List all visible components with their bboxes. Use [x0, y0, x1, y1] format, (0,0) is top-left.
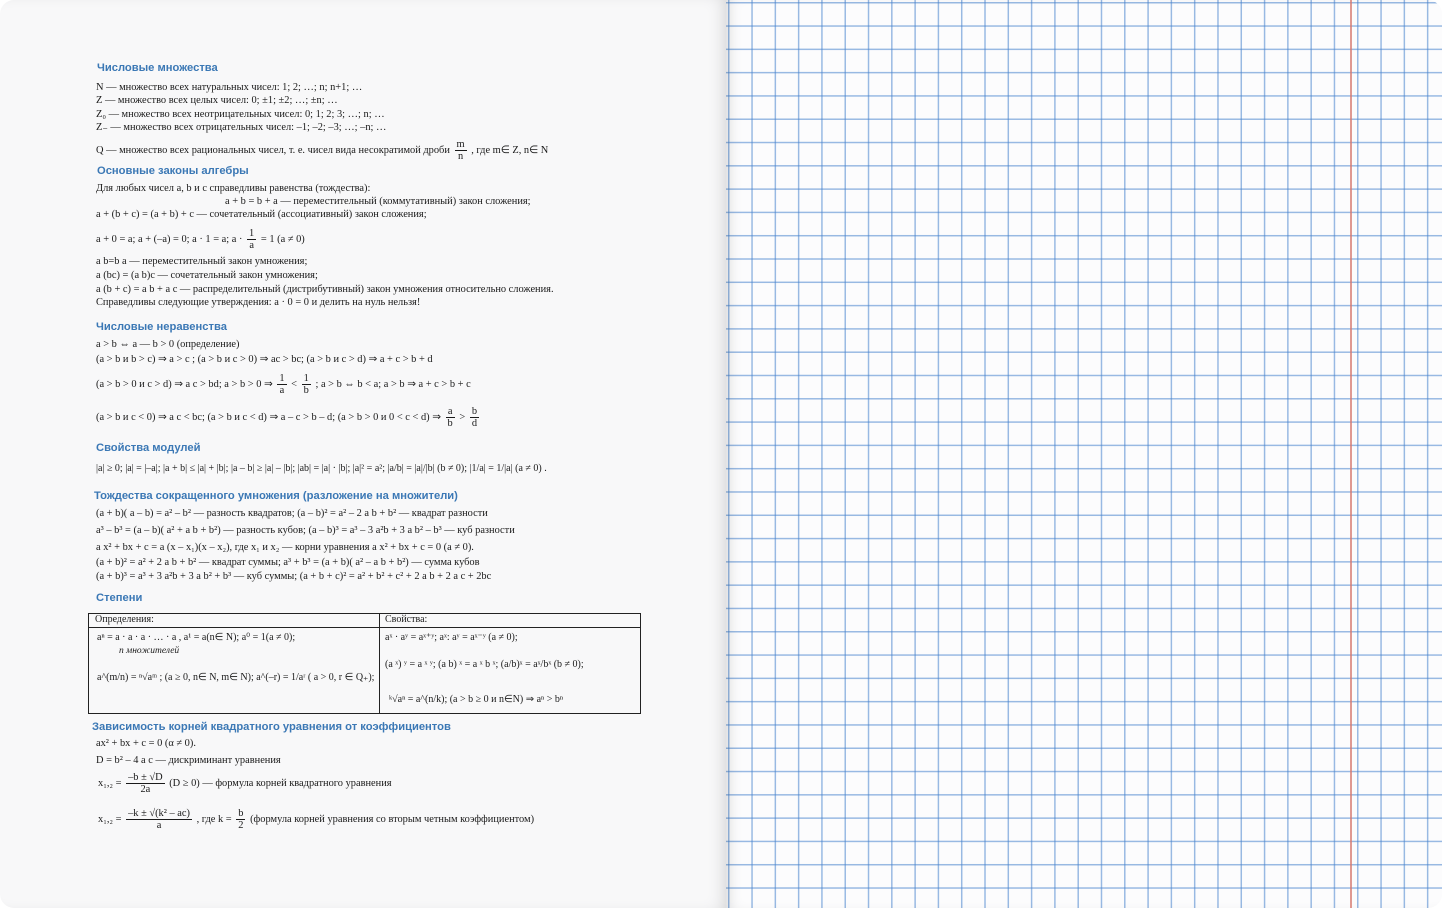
section-title-numeric-sets: Числовые множества [97, 62, 218, 74]
fraction [302, 373, 311, 396]
power-definition: aⁿ = a · a · a · … · a , a¹ = a(n∈ N); a⁰ = 1(a ≠ 0); [97, 632, 296, 643]
text-line: a b=b a — переместительный закон умножения; [96, 256, 308, 267]
fraction-numerator: 1 [249, 228, 255, 239]
table-divider [379, 614, 380, 713]
power-definition-note: n множителей [119, 646, 180, 656]
text-line: Справедливы следующие утверждения: a · 0 = 0 и делить на нуль нельзя! [96, 297, 421, 308]
fraction-numerator: –b ± √D [128, 772, 163, 783]
identity-line [96, 228, 305, 251]
section-title-modulus: Свойства модулей [96, 442, 201, 454]
inequality-line [96, 406, 481, 429]
section-title-quadratic: Зависимость корней квадратного уравнения от коэффициентов [92, 721, 451, 733]
text-line: N — множество всех натуральных чисел: 1; 2; …; n; n+1; … [96, 82, 363, 93]
text-line: (a + b)² = a² + 2 a b + b² — квадрат суммы; a³ + b³ = (a + b)( a² – a b + b²) — сумма кубов [96, 557, 480, 568]
text-line: (a > b и b > c) ⇒ a > c ; (a > b и c > 0) ⇒ ac > bc; (a > b и c > d) ⇒ a + c > b + d [96, 354, 433, 365]
text-line: Z₀ — множество всех неотрицательных чисел: 0; 1; 2; 3; …; n; … [96, 109, 385, 120]
fraction-numerator: b [238, 808, 244, 819]
text-line: (a + b)³ = a³ + 3 a²b + 3 a b² + b³ — куб суммы; (a + b + c)² = a² + b² + c² + 2 a b + 2 a c + 2bc [96, 571, 492, 582]
text-segment: , где m∈ Z, n∈ N [471, 144, 549, 156]
text-line: (a + b)( a – b) = a² – b² — разность квадратов; (a – b)² = a² – 2 a b + b² — квадрат разности [96, 508, 488, 519]
text-line: a³ – b³ = (a – b)( a² + a b + b²) — разность кубов; (a – b)³ = a³ – 3 a²b + 3 a b² – b³ — куб разности [96, 525, 515, 536]
fraction-denominator: a [249, 240, 254, 251]
section-title-powers: Степени [96, 592, 143, 604]
table-divider [89, 627, 640, 628]
fraction-denominator: 2 [238, 820, 244, 831]
fraction-denominator: d [471, 418, 478, 429]
text-segment: , где k = [196, 813, 232, 825]
text-line: Z — множество всех целых чисел: 0; ±1; ±2; …; ±n; … [96, 95, 338, 106]
formula-line [98, 772, 392, 795]
fraction-denominator: a [279, 385, 285, 396]
fraction-denominator: b [447, 418, 453, 429]
power-definition: a^(m/n) = ⁿ√aᵐ ; (a ≥ 0, n∈ N, m∈ N); a^(–r) = 1/aʳ ( a > 0, r ∈ Q₊); [97, 672, 375, 683]
text-line: ax² + bx + c = 0 (α ≠ 0). [96, 738, 196, 749]
fraction-numerator: b [471, 406, 478, 417]
text-segment: (a > b и c < 0) ⇒ a c < bc; (a > b и c < d) ⇒ a – c > b – d; (a > b > 0 и 0 < c < d) ⇒ [96, 411, 441, 423]
rational-line [96, 139, 548, 162]
fraction-numerator: 1 [303, 373, 309, 384]
formula-line [98, 808, 534, 831]
margin-line [1350, 0, 1352, 908]
text-line: a (bc) = (a b)c — сочетательный закон умножения; [96, 270, 318, 281]
text-line: a > b ⇔ a — b > 0 (определение) [96, 339, 240, 350]
reference-page [0, 0, 726, 908]
text-segment: (формула корней уравнения со вторым четным коэффициентом) [250, 813, 535, 825]
text-line: D = b² – 4 a c — дискриминант уравнения [96, 755, 281, 766]
section-title-algebra-laws: Основные законы алгебры [97, 165, 249, 177]
text-segment: (a > b > 0 и c > d) ⇒ a c > bd; a > b > 0 ⇒ [96, 378, 273, 390]
text-segment: (D ≥ 0) — формула корней квадратного уравнения [169, 777, 392, 789]
fraction [470, 406, 479, 429]
table-header-properties: Свойства: [385, 614, 428, 625]
text-line: a x² + bx + c = a (x – x₁)(x – x₂), где x₁ и x₂ — корни уравнения a x² + bx + c = 0 (a ≠ 0). [96, 542, 474, 553]
section-title-inequalities: Числовые неравенства [96, 321, 227, 333]
text-line: Для любых чисел a, b и c справедливы равенства (тождества): [96, 183, 371, 194]
fraction [126, 772, 165, 795]
text-segment: a + 0 = a; a + (–a) = 0; a · 1 = a; a · [96, 233, 243, 245]
powers-table [88, 613, 641, 714]
text-line: Z₋ — множество всех отрицательных чисел: –1; –2; –3; …; –n; … [96, 122, 387, 133]
text-segment: Q — множество всех рациональных чисел, т. е. чисел вида несократимой дроби [96, 144, 450, 156]
fraction-denominator: n [457, 151, 464, 162]
operator: < [291, 378, 298, 390]
fraction-numerator: –k ± √(k² – ac) [128, 808, 190, 819]
fraction [446, 406, 455, 429]
fraction [455, 139, 467, 162]
section-title-factoring: Тождества сокращенного умножения (разложение на множители) [94, 490, 458, 502]
power-property: (a ˣ) ʸ = a ˣ ʸ; (a b) ˣ = a ˣ b ˣ; (a/b)ˣ = aˣ/bˣ (b ≠ 0); [385, 659, 584, 670]
fraction-denominator: a [156, 820, 162, 831]
text-line: |a| ≥ 0; |a| = |–a|; |a + b| ≤ |a| + |b|; |a – b| ≥ |a| – |b|; |ab| = |a| · |b|; |a|² = a²; |a/b| = |a|/|b| (b ≠ 0); |1/a| = 1/|a| (a ≠ 0) . [96, 463, 547, 474]
operator: > [459, 411, 466, 423]
inequality-line [96, 373, 471, 396]
text-line: a + (b + c) = (a + b) + c — сочетательный (ассоциативный) закон сложения; [96, 209, 427, 220]
fraction-numerator: a [446, 406, 455, 418]
fraction [277, 373, 286, 396]
fraction-numerator: m [456, 139, 465, 150]
fraction [236, 808, 245, 831]
text-line: a + b = b + a — переместительный (коммутативный) закон сложения; [225, 196, 531, 207]
text-segment: x₁,₂ = [98, 777, 122, 789]
text-segment: = 1 (a ≠ 0) [260, 233, 305, 245]
table-header-definitions: Определения: [95, 614, 154, 625]
power-property: aˣ · aʸ = aˣ⁺ʸ; aˣ: aʸ = aˣ⁻ʸ (a ≠ 0); [385, 632, 518, 643]
text-segment: x₁,₂ = [98, 813, 122, 825]
fraction-numerator: 1 [279, 373, 285, 384]
fraction [126, 808, 192, 831]
fraction [247, 228, 256, 251]
grid-page [726, 0, 1442, 908]
text-line: a (b + c) = a b + a c — распределительный (дистрибутивный) закон умножения относительно сложения. [96, 284, 554, 295]
power-property: ᵏ√aⁿ = a^(n/k); (a > b ≥ 0 и n∈N) ⇒ aⁿ > bⁿ [389, 694, 563, 705]
fraction-denominator: b [303, 385, 309, 396]
fraction-denominator: 2a [140, 784, 151, 795]
text-segment: ; a > b ⇔ b < a; a > b ⇒ a + c > b + c [315, 378, 471, 390]
